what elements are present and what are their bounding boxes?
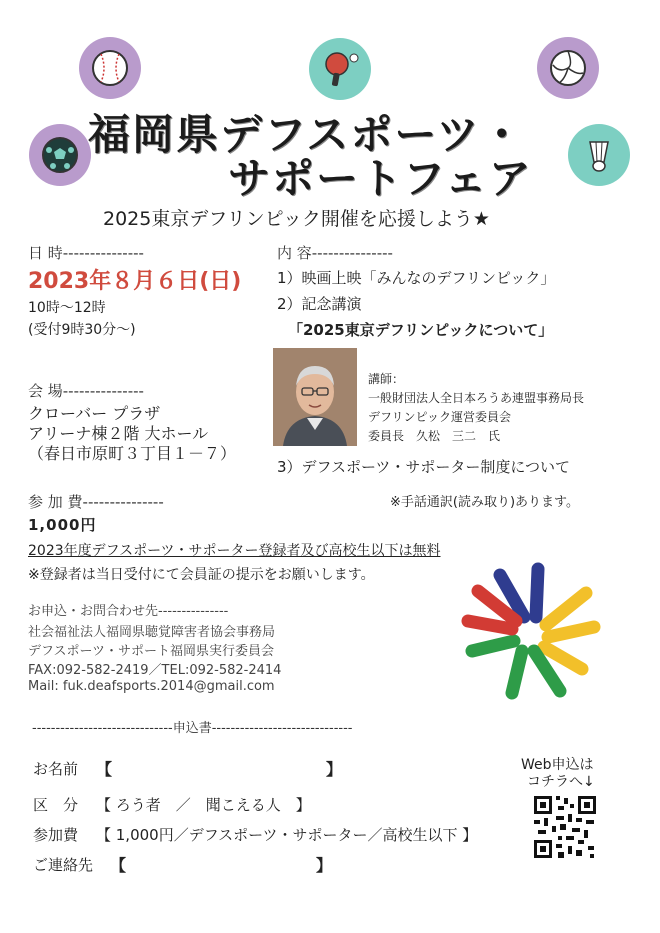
contact-org-2: デフスポーツ・サポート福岡県実行委員会 (28, 644, 274, 659)
content-item-2: 2）記念講演 (277, 295, 362, 313)
name-label: お名前 (33, 760, 79, 778)
event-time: 10時～12時 (28, 300, 106, 316)
contact-phone: FAX:092-582-2419／TEL:092-582-2414 (28, 663, 282, 678)
fee-label: 参 加 費--------------- (28, 493, 164, 511)
content-label: 内 容--------------- (277, 244, 393, 262)
sign-language-note: ※手話通訳(読み取り)あります。 (390, 495, 579, 510)
name-bracket-open: 【 (96, 760, 113, 779)
name-field[interactable] (118, 752, 326, 780)
venue-line-3: （春日市原町３丁目１－７） (28, 444, 237, 463)
fee-form-label: 参加費 (33, 826, 79, 844)
category-label: 区 分 (33, 796, 79, 814)
deaflympics-logo (458, 561, 602, 701)
baseball-icon (79, 37, 141, 99)
shuttlecock-icon (568, 124, 630, 186)
datetime-label: 日 時--------------- (28, 244, 144, 262)
subtitle: 2025東京デフリンピック開催を応援しよう★ (103, 208, 490, 230)
free-note: 2023年度デフスポーツ・サポーター登録者及び高校生以下は無料 (28, 543, 441, 559)
table-tennis-icon (309, 38, 371, 100)
soccer-ball-icon (29, 124, 91, 186)
content-item-3: 3）デフスポーツ・サポーター制度について (277, 458, 571, 476)
badminton-badge (568, 124, 630, 186)
contact-field[interactable] (132, 849, 316, 877)
contact-form-label: ご連絡先 (33, 856, 94, 874)
name-bracket-close: 】 (326, 760, 343, 779)
category-options[interactable]: 【 ろう者 ／ 聞こえる人 】 (96, 796, 311, 814)
lecturer-org-1: 一般財団法人全日本ろうあ連盟事務局長 (368, 391, 585, 405)
title-line-1: 福岡県デフスポーツ・ (88, 110, 525, 159)
reception-time: (受付9時30分～) (28, 322, 136, 338)
lecturer-label: 講師： (368, 372, 405, 386)
contact-bracket-open: 【 (110, 856, 127, 875)
contact-org-1: 社会福祉法人福岡県聴覚障害者協会事務局 (28, 625, 276, 640)
event-date: 2023年８月６日(日) (28, 269, 242, 294)
lecture-title: 「2025東京デフリンピックについて」 (288, 321, 554, 339)
venue-line-2: アリーナ棟２階 大ホール (28, 424, 209, 443)
web-apply-line-2: コチラへ↓ (527, 774, 595, 790)
volleyball-badge (537, 37, 599, 99)
contact-label: お申込・お問合わせ先--------------- (28, 604, 229, 619)
fee-amount: 1,000円 (28, 516, 97, 534)
member-card-note: ※登録者は当日受付にて会員証の提示をお願いします。 (28, 567, 375, 583)
venue-label: 会 場--------------- (28, 382, 144, 400)
content-item-1: 1）映画上映「みんなのデフリンピック」 (277, 269, 556, 287)
contact-bracket-close: 】 (316, 856, 333, 875)
lecturer-org-2: デフリンピック運営委員会 (368, 410, 512, 424)
table-tennis-badge (309, 38, 371, 100)
title-line-2: サポートフェア (228, 154, 533, 203)
baseball-badge (79, 37, 141, 99)
form-divider: ------------------------------申込書------------------------------ (32, 721, 353, 736)
contact-mail: Mail: fuk.deafsports.2014@gmail.com (28, 679, 275, 694)
venue-line-1: クローバー プラザ (28, 404, 161, 423)
volleyball-icon (537, 37, 599, 99)
lecturer-name: 委員長 久松 三二 氏 (368, 429, 501, 443)
lecturer-photo (273, 348, 357, 446)
fee-options[interactable]: 【 1,000円／デフスポーツ・サポーター／高校生以下 】 (96, 826, 478, 844)
qr-code[interactable] (532, 794, 598, 860)
soccer-badge (29, 124, 91, 186)
web-apply-line-1: Web申込は (521, 757, 594, 773)
